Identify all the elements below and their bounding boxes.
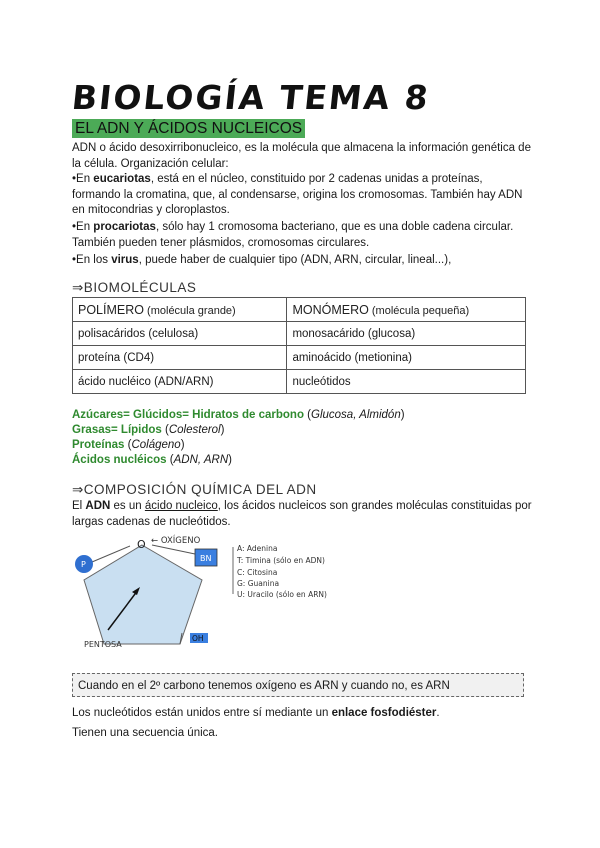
group-label: Grasas= Lípidos xyxy=(72,424,162,436)
table-cell: monosacárido (glucosa) xyxy=(287,322,526,346)
base-item: A: Adenina xyxy=(237,544,278,553)
group-example: Glucosa, Almidón xyxy=(311,409,401,421)
base-label: BN xyxy=(200,554,212,563)
group-label: Ácidos nucléicos xyxy=(72,454,167,466)
group-example: ADN, ARN xyxy=(173,454,229,466)
group-line xyxy=(72,438,532,454)
group-line xyxy=(72,408,532,424)
group-close: ) xyxy=(180,439,185,451)
bullet-virus xyxy=(72,253,532,269)
bullet-eucariotas xyxy=(72,172,532,219)
final-paragraph xyxy=(72,706,532,722)
bullet-text: , puede haber de cualquier tipo (ADN, ARN, circular, lineal...), xyxy=(138,254,452,266)
table-cell: ácido nucléico (ADN/ARN) xyxy=(73,370,287,394)
table-row xyxy=(73,346,526,370)
section-heading-composicion: ⇒COMPOSICIÓN QUÍMICA DEL ADN xyxy=(72,482,317,497)
header-note: (molécula grande) xyxy=(144,304,236,317)
group-close: ) xyxy=(400,409,405,421)
group-line xyxy=(72,423,532,439)
table-cell: proteína (CD4) xyxy=(73,346,287,370)
bullet-text: , sólo hay 1 cromosoma bacteriano, que es una doble cadena circular. También pueden tener plásmidos, cromosomas circulares. xyxy=(72,221,514,249)
table-cell: polisacáridos (celulosa) xyxy=(73,322,287,346)
oxygen-label: ← OXÍGENO xyxy=(151,536,201,546)
group-open: ( xyxy=(161,424,169,436)
bullet-prefix: •En los xyxy=(72,254,112,266)
group-example: Colágeno xyxy=(131,439,181,451)
composition-text: , los ácidos nucleicos son grandes moléculas constituidas por largas cadenas de nucleótidos. xyxy=(72,500,532,528)
table-cell: nucleótidos xyxy=(287,370,526,394)
intro-paragraph: ADN o ácido desoxirribonucleico, es la molécula que almacena la información genética de la célula. Organización celular: xyxy=(72,142,531,170)
pentose-pentagon xyxy=(84,545,202,644)
final-line: Tienen una secuencia única. xyxy=(72,727,218,739)
composition-text: es un xyxy=(110,500,145,512)
group-line xyxy=(72,453,532,469)
group-open: ( xyxy=(166,454,174,466)
final-keyword: enlace fosfodiéster xyxy=(331,707,437,719)
bullet-procariotas xyxy=(72,220,532,251)
base-item: C: Citosina xyxy=(237,568,278,577)
bullet-keyword: procariotas xyxy=(93,221,156,233)
group-label: Azúcares= Glúcidos= Hidratos de carbono xyxy=(72,409,304,421)
note-callout: Cuando en el 2º carbono tenemos oxígeno es ARN y cuando no, es ARN xyxy=(72,673,524,697)
header-note: (molécula pequeña) xyxy=(368,304,470,317)
group-close: ) xyxy=(228,454,232,466)
base-item: T: Timina (sólo en ADN) xyxy=(237,556,325,565)
final-text: Los nucleótidos están unidos entre sí mediante un xyxy=(72,707,332,719)
header-main: POLÍMERO xyxy=(78,302,144,317)
base-bond xyxy=(152,545,195,554)
composition-keyword: ADN xyxy=(85,500,111,512)
base-item: U: Uracilo (sólo en ARN) xyxy=(237,590,327,599)
biomolecules-table xyxy=(72,297,526,394)
bullet-keyword: eucariotas xyxy=(93,173,151,185)
group-label: Proteínas xyxy=(72,439,125,451)
table-row xyxy=(73,370,526,394)
phosphate-label: P xyxy=(81,560,86,569)
final-text: . xyxy=(436,707,440,719)
table-cell: aminoácido (metionina) xyxy=(287,346,526,370)
group-open: ( xyxy=(124,439,132,451)
page-title: BIOLOGÍA TEMA 8 xyxy=(70,78,432,117)
composition-text: El xyxy=(72,500,86,512)
table-header-cell xyxy=(287,298,526,322)
composition-link-text: ácido nucleico xyxy=(144,500,218,512)
bullet-prefix: •En xyxy=(72,221,94,233)
group-close: ) xyxy=(220,424,225,436)
pentose-label: PENTOSA xyxy=(84,640,122,649)
table-row xyxy=(73,322,526,346)
header-main: MONÓMERO xyxy=(292,302,369,317)
oh-label: OH xyxy=(192,634,204,643)
nucleotide-diagram xyxy=(72,534,372,654)
bullet-text: , está en el núcleo, constituido por 2 cadenas unidas a proteínas, formando la cromatina, que, al condensarse, origina los cromosomas. También hay ADN en mitocondrias y cloroplastos. xyxy=(72,173,523,216)
bullet-prefix: •En xyxy=(72,173,94,185)
group-open: ( xyxy=(303,409,312,421)
group-example: Colesterol xyxy=(168,424,221,436)
oxygen-symbol: O xyxy=(137,538,146,551)
section-heading-biomoleculas: ⇒BIOMOLÉCULAS xyxy=(72,280,197,295)
table-header-row xyxy=(73,298,526,322)
base-item: G: Guanina xyxy=(237,579,280,588)
bullet-keyword: virus xyxy=(111,254,139,266)
composition-paragraph xyxy=(72,499,532,530)
page-subtitle: EL ADN Y ÁCIDOS NUCLEICOS xyxy=(72,119,305,138)
table-header-cell xyxy=(73,298,287,322)
